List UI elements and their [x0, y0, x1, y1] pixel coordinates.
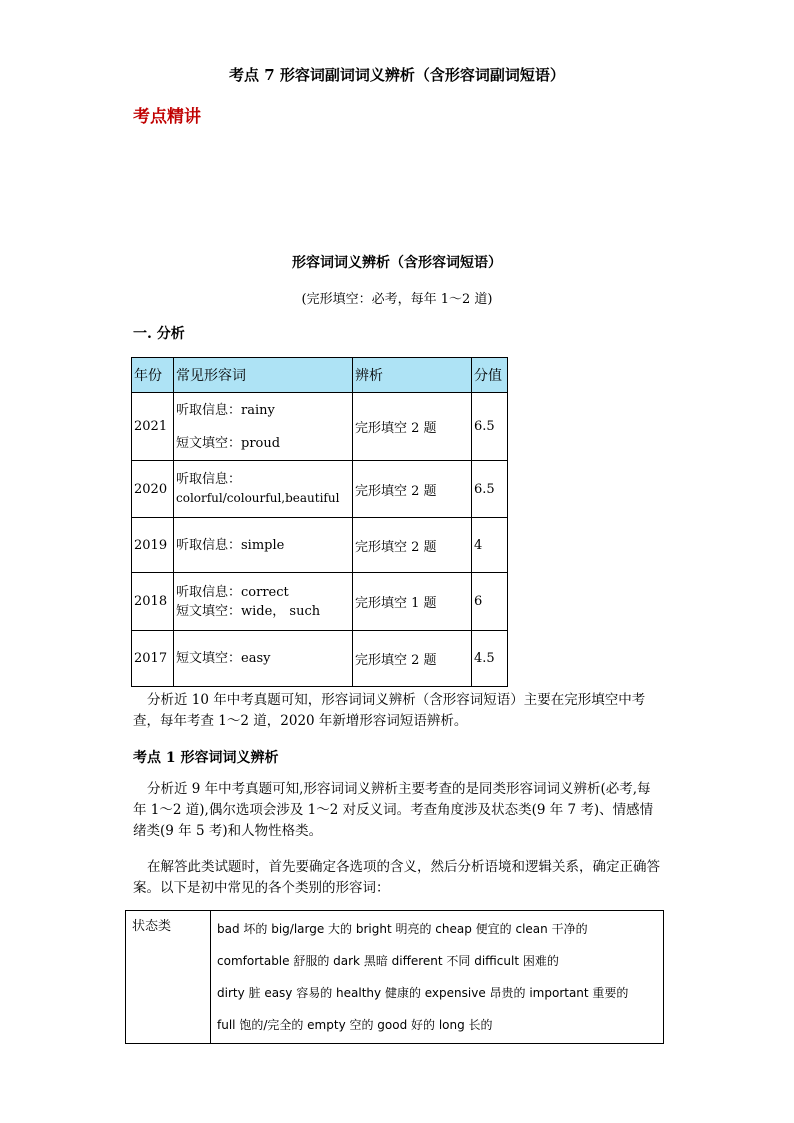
table-row	[132, 518, 508, 573]
cell-analysis: 完形填空 1 题	[353, 573, 472, 631]
document-title: 考点 7 形容词副词词义辨析（含形容词副词短语）	[229, 66, 565, 84]
subtitle: 形容词词义辨析（含形容词短语）	[292, 255, 502, 271]
analysis-table	[131, 357, 508, 687]
word-line: 听取信息：	[176, 472, 242, 487]
cell-year: 2018	[132, 573, 174, 631]
cell-year: 2021	[132, 393, 174, 461]
word-line: 听取信息：correct	[176, 584, 289, 600]
adjective-list	[211, 911, 664, 1044]
cell-score: 4.5	[472, 631, 508, 687]
header-analysis: 辨析	[353, 358, 472, 393]
cell-year: 2017	[132, 631, 174, 687]
cell-words	[174, 461, 353, 518]
table-row	[132, 393, 508, 461]
word-line: 短文填空：proud	[176, 435, 281, 451]
paragraph-method: 在解答此类试题时，首先要确定各选项的含义，然后分析语境和逻辑关系，确定正确答案。以下是初中常见的各个类别的形容词：	[133, 859, 660, 896]
cell-score: 6.5	[472, 393, 508, 461]
table-row	[132, 631, 508, 687]
paragraph-analysis: 分析近 9 年中考真题可知,形容词词义辨析主要考查的是同类形容词词义辨析(必考,每年 1～2 道),偶尔选项会涉及 1～2 对反义词。考查角度涉及状态类(9 年 7 考)、情感情绪类(9 年 5 考)和人物性格类。	[133, 781, 654, 839]
cell-analysis: 完形填空 2 题	[353, 518, 472, 573]
adjective-category: 状态类	[126, 911, 211, 1044]
cell-words	[174, 518, 353, 573]
cell-score: 6.5	[472, 461, 508, 518]
cell-year: 2019	[132, 518, 174, 573]
part-one-heading: 一. 分析	[133, 326, 185, 342]
header-year: 年份	[132, 358, 174, 393]
cell-words	[174, 631, 353, 687]
table-row	[126, 911, 664, 1044]
header-words: 常见形容词	[174, 358, 353, 393]
kaodian-1-heading: 考点 1 形容词词义辨析	[133, 750, 279, 766]
cell-words	[174, 393, 353, 461]
subnote: (完形填空：必考，每年 1～2 道)	[301, 292, 493, 307]
cell-words	[174, 573, 353, 631]
word-line: 短文填空：easy	[176, 651, 271, 666]
adjective-line: comfortable 舒服的 dark 黑暗 different 不同 difficult 困难的	[217, 954, 559, 968]
header-score: 分值	[472, 358, 508, 393]
adjective-line: full 饱的/完全的 empty 空的 good 好的 long 长的	[217, 1018, 493, 1032]
word-line: 听取信息：rainy	[176, 402, 275, 418]
analysis-header-row	[132, 358, 508, 393]
adjective-line: dirty 脏 easy 容易的 healthy 健康的 expensive 昂贵的 important 重要的	[217, 986, 629, 1000]
paragraph-summary: 分析近 10 年中考真题可知，形容词词义辨析（含形容词短语）主要在完形填空中考查，每年考查 1～2 道，2020 年新增形容词短语辨析。	[133, 692, 646, 729]
adjective-table	[125, 910, 664, 1044]
word-line: 听取信息：simple	[176, 537, 285, 553]
table-row	[132, 461, 508, 518]
word-line: colorful/colourful,beautiful	[176, 491, 340, 505]
adjective-line: bad 坏的 big/large 大的 bright 明亮的 cheap 便宜的 clean 干净的	[217, 922, 588, 936]
cell-year: 2020	[132, 461, 174, 518]
cell-analysis: 完形填空 2 题	[353, 461, 472, 518]
word-line: 短文填空：wide， such	[176, 603, 321, 619]
cell-analysis: 完形填空 2 题	[353, 631, 472, 687]
cell-score: 6	[472, 573, 508, 631]
section-heading: 考点精讲	[133, 107, 201, 127]
table-row	[132, 573, 508, 631]
cell-analysis: 完形填空 2 题	[353, 393, 472, 461]
cell-score: 4	[472, 518, 508, 573]
